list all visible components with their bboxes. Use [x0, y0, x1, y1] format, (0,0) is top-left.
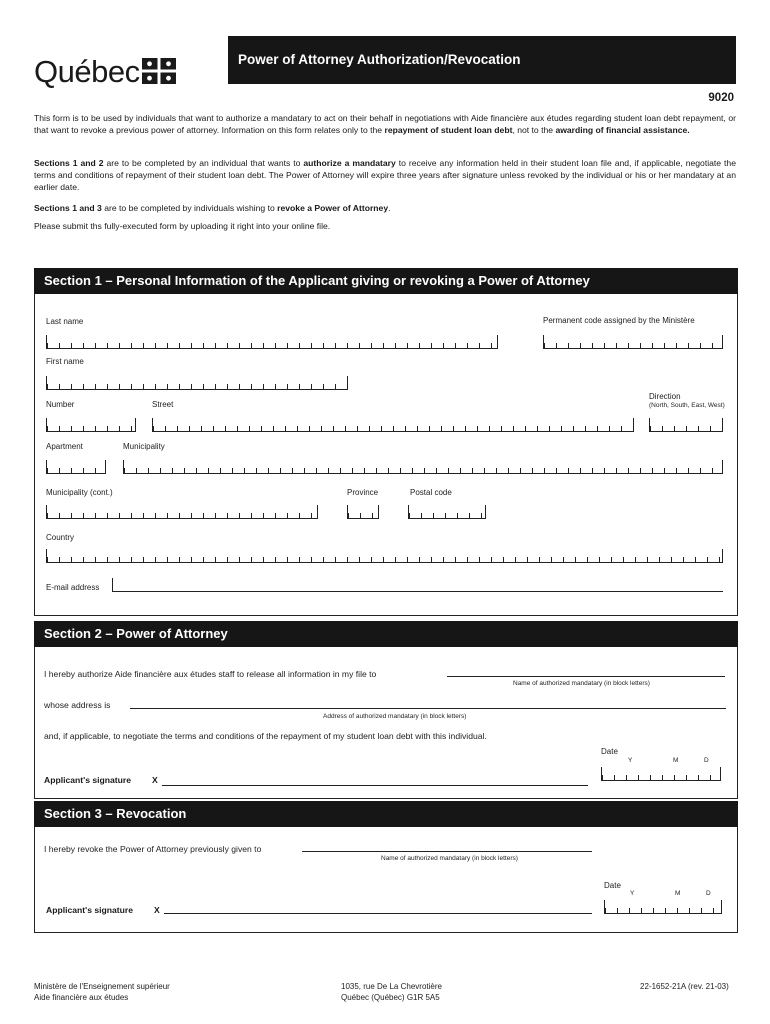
revoke-text: I hereby revoke the Power of Attorney previously given to [44, 844, 262, 854]
direction-label: Direction [649, 392, 681, 401]
date-label-s3: Date [604, 881, 621, 890]
signature-x-mark-s3: X [154, 905, 160, 915]
intro-paragraph-2: Sections 1 and 2 are to be completed by an individual that wants to authorize a mandatary to receive any information held in their student loan file and, if applicable, negotiate the terms and conditions of repayment of their student loan debt. The Power of Attorney will expire three years after signature unless revoked by the individual or his or her mandatary at an earlier date. [34, 158, 736, 193]
quebec-logo: Québec [34, 54, 140, 89]
email-label: E-mail address [46, 583, 100, 592]
footer-address: 1035, rue De La Chevrotière Québec (Québec) G1R 5A5 [341, 982, 442, 1002]
apartment-field[interactable] [46, 460, 106, 474]
negotiate-text: and, if applicable, to negotiate the terms and conditions of the repayment of my student loan debt with this individual. [44, 731, 487, 741]
country-field[interactable] [46, 549, 723, 563]
date-label-s2: Date [601, 747, 618, 756]
footer-ministry: Ministère de l'Enseignement supérieur Aide financière aux études [34, 982, 170, 1002]
signature-field-s3[interactable] [164, 913, 592, 914]
direction-hint: (North, South, East, West) [649, 402, 725, 409]
postal-code-field[interactable] [408, 505, 486, 519]
municipality-cont-label: Municipality (cont.) [46, 488, 113, 497]
direction-field[interactable] [649, 418, 723, 432]
street-label: Street [152, 400, 174, 409]
intro-paragraph-4: Please submit ths fully-executed form by uploading it right into your online file. [34, 221, 331, 231]
first-name-field[interactable] [46, 376, 348, 390]
date-day-label-s2: D [704, 757, 709, 764]
permanent-code-label: Permanent code assigned by the Ministère [543, 316, 695, 325]
permanent-code-field[interactable] [543, 335, 723, 349]
last-name-field[interactable] [46, 335, 498, 349]
street-field[interactable] [152, 418, 634, 432]
date-month-label-s2: M [673, 757, 679, 764]
signature-label-s2: Applicant's signature [44, 775, 132, 785]
section-3-title: Section 3 – Revocation [34, 801, 738, 827]
revoke-mandatary-caption: Name of authorized mandatary (in block letters) [381, 855, 518, 862]
date-year-label-s2: Y [628, 757, 633, 764]
signature-label-s3: Applicant's signature [46, 905, 134, 915]
last-name-label: Last name [46, 317, 84, 326]
municipality-cont-field[interactable] [46, 505, 318, 519]
province-field[interactable] [347, 505, 379, 519]
revoke-mandatary-field[interactable] [302, 851, 592, 852]
footer-revision: 22-1652-21A (rev. 21-03) [640, 982, 729, 991]
date-day-label-s3: D [706, 890, 711, 897]
number-field[interactable] [46, 418, 136, 432]
date-year-label-s3: Y [630, 890, 635, 897]
country-label: Country [46, 533, 75, 542]
authorize-text: I hereby authorize Aide financière aux études staff to release all information in my file to [44, 669, 377, 679]
date-month-label-s3: M [675, 890, 681, 897]
municipality-label: Municipality [123, 442, 165, 451]
apartment-label: Apartment [46, 442, 83, 451]
date-field-s2[interactable] [601, 767, 721, 781]
email-field[interactable] [112, 578, 723, 592]
fleur-de-lis-flag-icon [142, 58, 176, 84]
section-2-title: Section 2 – Power of Attorney [34, 621, 738, 647]
form-number: 9020 [708, 92, 734, 104]
province-label: Province [347, 488, 379, 497]
mandatary-name-field[interactable] [447, 676, 725, 677]
intro-paragraph-1: This form is to be used by individuals that want to authorize a mandatary to act on their behalf in negotiations with Aide financière aux études regarding student loan debt repayment, or that want to revoke a previous power of attorney. Information on this form relates only to the repayment of student loan debt, not to the awarding of financial assistance. [34, 113, 736, 136]
mandatary-address-field[interactable] [130, 708, 726, 709]
date-field-s3[interactable] [604, 900, 722, 914]
intro-paragraph-3: Sections 1 and 3 are to be completed by individuals wishing to revoke a Power of Attorney. [34, 203, 391, 213]
section-1-title: Section 1 – Personal Information of the Applicant giving or revoking a Power of Attorney [34, 268, 738, 294]
signature-field-s2[interactable] [162, 785, 588, 786]
municipality-field[interactable] [123, 460, 723, 474]
signature-x-mark-s2: X [152, 775, 158, 785]
postal-code-label: Postal code [410, 488, 452, 497]
number-label: Number [46, 400, 75, 409]
whose-address-text: whose address is [44, 700, 111, 710]
form-title: Power of Attorney Authorization/Revocation [228, 36, 736, 84]
mandatary-name-caption: Name of authorized mandatary (in block letters) [513, 680, 650, 687]
mandatary-address-caption: Address of authorized mandatary (in block letters) [323, 713, 467, 720]
first-name-label: First name [46, 357, 84, 366]
